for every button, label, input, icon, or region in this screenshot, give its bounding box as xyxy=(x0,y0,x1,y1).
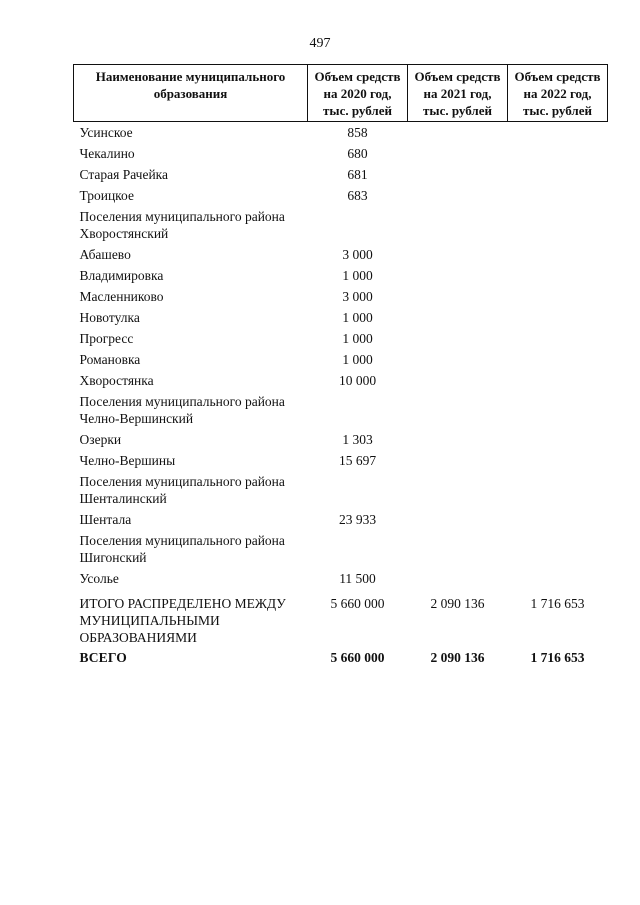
municipality-name: Поселения муниципального района Шигонский xyxy=(79,533,285,565)
grand-total-2021: 2 090 136 xyxy=(430,650,485,665)
total-2021: 2 090 136 xyxy=(430,596,485,611)
amount-2020: 680 xyxy=(347,146,368,161)
table-row xyxy=(74,206,608,244)
amount-2021 xyxy=(408,429,508,450)
table-row xyxy=(74,429,608,450)
amount-2021 xyxy=(408,244,508,265)
grand-total-row xyxy=(74,646,608,666)
grand-total-2020: 5 660 000 xyxy=(330,650,385,665)
table-body xyxy=(74,122,608,590)
allocation-table xyxy=(73,64,608,666)
amount-2020: 1 000 xyxy=(342,331,373,346)
grand-total-2022: 1 716 653 xyxy=(530,650,585,665)
amount-2021 xyxy=(408,509,508,530)
amount-2020 xyxy=(308,391,408,429)
municipality-name: Прогресс xyxy=(79,331,134,346)
column-header-2022: Объем средств на 2022 год, тыс. рублей xyxy=(508,65,608,122)
amount-2021 xyxy=(408,370,508,391)
municipality-name: Поселения муниципального района Хворостянский xyxy=(79,209,285,241)
table-row xyxy=(74,307,608,328)
amount-2022 xyxy=(508,307,608,328)
amount-2020: 1 000 xyxy=(342,268,373,283)
amount-2022 xyxy=(508,509,608,530)
municipality-name: Владимировка xyxy=(79,268,164,283)
amount-2020 xyxy=(308,471,408,509)
municipality-name: Новотулка xyxy=(79,310,140,325)
amount-2021 xyxy=(408,568,508,589)
table-row xyxy=(74,370,608,391)
table-row xyxy=(74,391,608,429)
table-header xyxy=(74,65,608,122)
amount-2021 xyxy=(408,206,508,244)
amount-2022 xyxy=(508,185,608,206)
amount-2020 xyxy=(308,530,408,568)
amount-2020: 858 xyxy=(347,125,368,140)
amount-2020: 23 933 xyxy=(338,512,377,527)
table-row xyxy=(74,122,608,144)
amount-2021 xyxy=(408,286,508,307)
total-2020: 5 660 000 xyxy=(330,596,385,611)
amount-2022 xyxy=(508,370,608,391)
grand-total-label: ВСЕГО xyxy=(79,650,128,665)
amount-2020: 3 000 xyxy=(342,247,373,262)
amount-2021 xyxy=(408,185,508,206)
amount-2022 xyxy=(508,349,608,370)
amount-2022 xyxy=(508,122,608,144)
amount-2021 xyxy=(408,164,508,185)
column-header-2021: Объем средств на 2021 год, тыс. рублей xyxy=(408,65,508,122)
municipality-name: Абашево xyxy=(79,247,131,262)
municipality-name: Старая Рачейка xyxy=(79,167,169,182)
table-row xyxy=(74,244,608,265)
amount-2022 xyxy=(508,568,608,589)
table-row xyxy=(74,286,608,307)
municipality-name: Усолье xyxy=(79,571,119,586)
table-row xyxy=(74,509,608,530)
amount-2020 xyxy=(308,206,408,244)
total-label: ИТОГО РАСПРЕДЕЛЕНО МЕЖДУ МУНИЦИПАЛЬНЫМИ ОБРАЗОВАНИЯМИ xyxy=(79,596,286,645)
amount-2022 xyxy=(508,450,608,471)
municipality-name: Озерки xyxy=(79,432,122,447)
amount-2022 xyxy=(508,265,608,286)
amount-2020: 1 000 xyxy=(342,352,373,367)
amount-2022 xyxy=(508,143,608,164)
municipality-name: Поселения муниципального района Шенталинский xyxy=(79,474,285,506)
table-row xyxy=(74,265,608,286)
municipality-name: Романовка xyxy=(79,352,141,367)
table-row xyxy=(74,530,608,568)
column-header-name: Наименование муниципального образования xyxy=(74,65,308,122)
table-row xyxy=(74,450,608,471)
municipality-name: Троицкое xyxy=(79,188,134,203)
amount-2021 xyxy=(408,143,508,164)
amount-2022 xyxy=(508,328,608,349)
amount-2022 xyxy=(508,164,608,185)
amount-2021 xyxy=(408,530,508,568)
amount-2022 xyxy=(508,471,608,509)
municipality-name: Чекалино xyxy=(79,146,135,161)
table-totals xyxy=(74,589,608,666)
table-row xyxy=(74,568,608,589)
amount-2020: 15 697 xyxy=(338,453,377,468)
municipality-name: Шентала xyxy=(79,512,132,527)
amount-2022 xyxy=(508,244,608,265)
page-number: 497 xyxy=(309,36,331,51)
table-row xyxy=(74,185,608,206)
municipality-name: Хворостянка xyxy=(79,373,154,388)
amount-2020: 11 500 xyxy=(339,571,376,586)
total-row xyxy=(74,589,608,646)
total-2022: 1 716 653 xyxy=(530,596,585,611)
municipality-name: Поселения муниципального района Челно-Вершинский xyxy=(79,394,285,426)
table-row xyxy=(74,349,608,370)
amount-2020: 1 303 xyxy=(342,432,373,447)
amount-2022 xyxy=(508,530,608,568)
municipality-name: Усинское xyxy=(79,125,133,140)
amount-2020: 683 xyxy=(347,188,368,203)
amount-2020: 10 000 xyxy=(338,373,377,388)
municipality-name: Челно-Вершины xyxy=(79,453,176,468)
table-row xyxy=(74,471,608,509)
column-header-2020: Объем средств на 2020 год, тыс. рублей xyxy=(308,65,408,122)
amount-2022 xyxy=(508,286,608,307)
amount-2021 xyxy=(408,450,508,471)
table-row xyxy=(74,164,608,185)
amount-2021 xyxy=(408,391,508,429)
table-row xyxy=(74,143,608,164)
municipality-name: Масленниково xyxy=(79,289,164,304)
amount-2020: 1 000 xyxy=(342,310,373,325)
amount-2022 xyxy=(508,429,608,450)
table-row xyxy=(74,328,608,349)
amount-2021 xyxy=(408,471,508,509)
amount-2020: 3 000 xyxy=(342,289,373,304)
amount-2021 xyxy=(408,265,508,286)
amount-2021 xyxy=(408,122,508,144)
amount-2021 xyxy=(408,307,508,328)
amount-2022 xyxy=(508,206,608,244)
amount-2022 xyxy=(508,391,608,429)
amount-2020: 681 xyxy=(347,167,368,182)
amount-2021 xyxy=(408,328,508,349)
amount-2021 xyxy=(408,349,508,370)
